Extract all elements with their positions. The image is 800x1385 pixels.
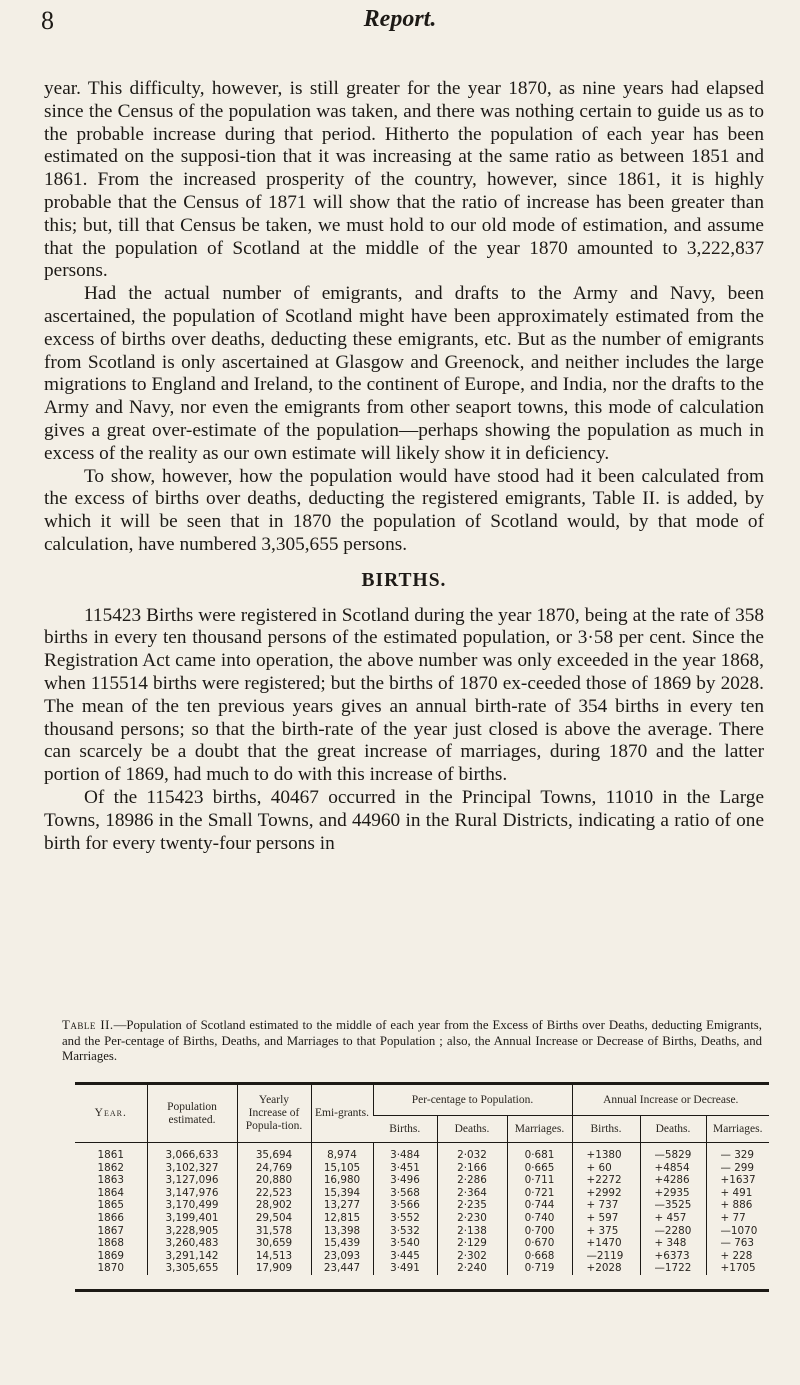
cell-increase: 29,504 bbox=[237, 1212, 311, 1225]
cell-ann-births: + 597 bbox=[572, 1212, 640, 1225]
cell-ann-births: +1380 bbox=[572, 1143, 640, 1162]
cell-year: 1868 bbox=[97, 1237, 124, 1250]
cell-population: 3,305,655 bbox=[147, 1262, 237, 1275]
cell-pct-marriages: 0·670 bbox=[507, 1237, 572, 1250]
cell-pct-deaths: 2·129 bbox=[437, 1237, 507, 1250]
cell-year: 1863 bbox=[97, 1174, 124, 1187]
cell-ann-deaths: +4854 bbox=[640, 1162, 706, 1175]
cell-pct-deaths: 2·032 bbox=[437, 1143, 507, 1162]
table-row bbox=[75, 1237, 769, 1250]
cell-pct-births: 3·552 bbox=[373, 1212, 437, 1225]
cell-pct-births: 3·445 bbox=[373, 1250, 437, 1263]
table-caption bbox=[62, 1018, 762, 1065]
cell-ann-deaths: —5829 bbox=[640, 1143, 706, 1162]
header-pct-marriages: Marriages. bbox=[507, 1116, 572, 1143]
cell-population: 3,260,483 bbox=[147, 1237, 237, 1250]
cell-ann-births: + 60 bbox=[572, 1162, 640, 1175]
cell-ann-deaths: +4286 bbox=[640, 1174, 706, 1187]
cell-ann-marriages: + 228 bbox=[706, 1250, 769, 1263]
section-heading: BIRTHS. bbox=[361, 569, 447, 591]
cell-increase: 24,769 bbox=[237, 1162, 311, 1175]
cell-year: 1862 bbox=[97, 1161, 124, 1174]
cell-pct-deaths: 2·240 bbox=[437, 1262, 507, 1275]
table-caption-text: —Population of Scotland estimated to the middle of each year from the Excess of Births over Deaths, deducting Emigrants, and the Per-centage of Births, Deaths, and Marriages to that Population ; also, the Annual Increase or Decrease of Births, Deaths, and Marriages. bbox=[62, 1018, 762, 1063]
running-title: Report. bbox=[363, 6, 437, 32]
cell-ann-marriages: — 329 bbox=[706, 1143, 769, 1162]
cell-pct-marriages: 0·681 bbox=[507, 1143, 572, 1162]
cell-population: 3,102,327 bbox=[147, 1162, 237, 1175]
cell-ann-deaths: +6373 bbox=[640, 1250, 706, 1263]
table-row bbox=[75, 1174, 769, 1187]
cell-year: 1869 bbox=[97, 1249, 124, 1262]
cell-ann-births: +2992 bbox=[572, 1187, 640, 1200]
cell-population: 3,127,096 bbox=[147, 1174, 237, 1187]
cell-emigrants: 13,398 bbox=[311, 1225, 373, 1238]
cell-ann-deaths: —1722 bbox=[640, 1262, 706, 1275]
paragraph: year. This difficulty, however, is still greater for the year 1870, as nine years had elapsed since the Census of the population was taken, and there was nothing certain to guide us as to the probable increase during that period. Hitherto the population of each year has been estimated on the supposi-tion that it was increasing at the same ratio as between 1851 and 1861. From the increased prosperity of the country, however, since 1861, it is highly probable that the Census of 1871 will show that the ratio of increase has been greater than this; but, till that Census be taken, we must hold to our old mode of estimation, and assume that the population of Scotland at the middle of the year 1870 amounted to 3,222,837 persons. bbox=[44, 78, 764, 282]
cell-pct-marriages: 0·668 bbox=[507, 1250, 572, 1263]
paragraph: Of the 115423 births, 40467 occurred in the Principal Towns, 11010 in the Large Towns, 18986 in the Small Towns, and 44960 in the Rural Districts, indicating a ratio of one birth for every twenty-four persons in bbox=[44, 786, 764, 854]
header-increase: Yearly Increase of Popula-tion. bbox=[237, 1085, 311, 1143]
table-row bbox=[75, 1250, 769, 1263]
cell-ann-marriages: + 491 bbox=[706, 1187, 769, 1200]
cell-pct-marriages: 0·744 bbox=[507, 1199, 572, 1212]
cell-year: 1867 bbox=[97, 1224, 124, 1237]
cell-population: 3,291,142 bbox=[147, 1250, 237, 1263]
population-table-frame bbox=[75, 1082, 769, 1292]
cell-pct-marriages: 0·721 bbox=[507, 1187, 572, 1200]
cell-pct-marriages: 0·700 bbox=[507, 1225, 572, 1238]
table-row bbox=[75, 1262, 769, 1275]
cell-population: 3,228,905 bbox=[147, 1225, 237, 1238]
header-annual-group: Annual Increase or Decrease. bbox=[572, 1085, 769, 1116]
cell-year: 1865 bbox=[97, 1199, 124, 1212]
cell-pct-births: 3·496 bbox=[373, 1174, 437, 1187]
header-percentage-group: Per-centage to Population. bbox=[373, 1085, 572, 1116]
header-year: Year. bbox=[94, 1107, 127, 1119]
cell-pct-births: 3·540 bbox=[373, 1237, 437, 1250]
cell-pct-deaths: 2·364 bbox=[437, 1187, 507, 1200]
header-pct-births: Births. bbox=[373, 1116, 437, 1143]
cell-emigrants: 15,439 bbox=[311, 1237, 373, 1250]
cell-increase: 31,578 bbox=[237, 1225, 311, 1238]
cell-pct-deaths: 2·286 bbox=[437, 1174, 507, 1187]
cell-emigrants: 15,105 bbox=[311, 1162, 373, 1175]
body-text bbox=[44, 78, 764, 855]
cell-ann-marriages: — 763 bbox=[706, 1237, 769, 1250]
cell-ann-deaths: + 457 bbox=[640, 1212, 706, 1225]
cell-pct-marriages: 0·719 bbox=[507, 1262, 572, 1275]
header-emigrants: Emi-grants. bbox=[311, 1085, 373, 1143]
table-body bbox=[75, 1143, 769, 1275]
paragraph: Had the actual number of emigrants, and drafts to the Army and Navy, been ascertained, the population of Scotland might have been approximately estimated from the excess of births over deaths, deducting these emigrants, etc. But as the number of emigrants from Scotland is only ascertained at Glasgow and Greenock, and neither includes the large migrations to England and Ireland, to the continent of Europe, and India, nor the drafts to the Army and Navy, nor even the emigrants from other seaport towns, this mode of calculation gives a great over-estimate of the population—perhaps showing the population as much in excess of the reality as our own estimate will likely show it in deficiency. bbox=[44, 283, 764, 464]
table-row bbox=[75, 1225, 769, 1238]
cell-ann-marriages: + 77 bbox=[706, 1212, 769, 1225]
cell-increase: 30,659 bbox=[237, 1237, 311, 1250]
cell-pct-deaths: 2·138 bbox=[437, 1225, 507, 1238]
cell-ann-marriages: + 886 bbox=[706, 1199, 769, 1212]
cell-emigrants: 23,093 bbox=[311, 1250, 373, 1263]
cell-emigrants: 23,447 bbox=[311, 1262, 373, 1275]
cell-ann-births: +2028 bbox=[572, 1262, 640, 1275]
header-population: Population estimated. bbox=[147, 1085, 237, 1143]
header-ann-deaths: Deaths. bbox=[640, 1116, 706, 1143]
cell-population: 3,147,976 bbox=[147, 1187, 237, 1200]
cell-pct-marriages: 0·665 bbox=[507, 1162, 572, 1175]
cell-pct-marriages: 0·711 bbox=[507, 1174, 572, 1187]
cell-ann-births: —2119 bbox=[572, 1250, 640, 1263]
population-table bbox=[75, 1085, 769, 1275]
cell-ann-births: + 375 bbox=[572, 1225, 640, 1238]
header-ann-births: Births. bbox=[572, 1116, 640, 1143]
cell-pct-births: 3·566 bbox=[373, 1199, 437, 1212]
cell-ann-births: +1470 bbox=[572, 1237, 640, 1250]
cell-pct-births: 3·532 bbox=[373, 1225, 437, 1238]
cell-increase: 28,902 bbox=[237, 1199, 311, 1212]
cell-increase: 14,513 bbox=[237, 1250, 311, 1263]
cell-ann-marriages: — 299 bbox=[706, 1162, 769, 1175]
cell-pct-deaths: 2·235 bbox=[437, 1199, 507, 1212]
cell-increase: 35,694 bbox=[237, 1143, 311, 1162]
cell-ann-marriages: —1070 bbox=[706, 1225, 769, 1238]
cell-population: 3,199,401 bbox=[147, 1212, 237, 1225]
cell-pct-births: 3·451 bbox=[373, 1162, 437, 1175]
header-ann-marriages: Marriages. bbox=[706, 1116, 769, 1143]
cell-pct-deaths: 2·302 bbox=[437, 1250, 507, 1263]
cell-increase: 17,909 bbox=[237, 1262, 311, 1275]
cell-increase: 22,523 bbox=[237, 1187, 311, 1200]
table-row bbox=[75, 1162, 769, 1175]
cell-year: 1864 bbox=[97, 1186, 124, 1199]
cell-ann-births: +2272 bbox=[572, 1174, 640, 1187]
cell-ann-deaths: + 348 bbox=[640, 1237, 706, 1250]
cell-emigrants: 13,277 bbox=[311, 1199, 373, 1212]
cell-emigrants: 8,974 bbox=[311, 1143, 373, 1162]
cell-year: 1870 bbox=[97, 1262, 124, 1275]
cell-year: 1861 bbox=[97, 1149, 124, 1161]
cell-pct-deaths: 2·230 bbox=[437, 1212, 507, 1225]
cell-pct-deaths: 2·166 bbox=[437, 1162, 507, 1175]
table-row bbox=[75, 1143, 769, 1162]
table-caption-label: Table II. bbox=[62, 1018, 114, 1032]
cell-population: 3,066,633 bbox=[147, 1143, 237, 1162]
page-number: 8 bbox=[41, 6, 54, 35]
paragraph: To show, however, how the population would have stood had it been calculated from the excess of births over deaths, deducting the registered emigrants, Table II. is added, by which it will be seen that in 1870 the population of Scotland would, by that mode of calculation, have numbered 3,305,655 persons. bbox=[44, 465, 764, 555]
cell-year: 1866 bbox=[97, 1211, 124, 1224]
cell-pct-births: 3·484 bbox=[373, 1143, 437, 1162]
cell-ann-marriages: +1705 bbox=[706, 1262, 769, 1275]
cell-pct-births: 3·491 bbox=[373, 1262, 437, 1275]
cell-emigrants: 12,815 bbox=[311, 1212, 373, 1225]
paragraph: 115423 Births were registered in Scotland during the year 1870, being at the rate of 358 births in every ten thousand persons of the estimated population, or 3·58 per cent. Since the Registration Act came into operation, the above number was only exceeded in the year 1868, when 115514 births were registered; but the births of 1870 ex-ceeded those of 1869 by 2028. The mean of the ten previous years gives an annual birth-rate of 354 births in every ten thousand persons; so that the birth-rate of the year just closed is above the average. There can scarcely be a doubt that the great increase of marriages, during 1870 and the latter portion of 1869, had much to do with this increase of births. bbox=[44, 604, 764, 786]
cell-pct-births: 3·568 bbox=[373, 1187, 437, 1200]
cell-pct-marriages: 0·740 bbox=[507, 1212, 572, 1225]
cell-emigrants: 16,980 bbox=[311, 1174, 373, 1187]
cell-emigrants: 15,394 bbox=[311, 1187, 373, 1200]
cell-ann-deaths: —2280 bbox=[640, 1225, 706, 1238]
table-row bbox=[75, 1187, 769, 1200]
cell-ann-marriages: +1637 bbox=[706, 1174, 769, 1187]
header-pct-deaths: Deaths. bbox=[437, 1116, 507, 1143]
table-row bbox=[75, 1212, 769, 1225]
cell-ann-births: + 737 bbox=[572, 1199, 640, 1212]
table-row bbox=[75, 1199, 769, 1212]
cell-ann-deaths: —3525 bbox=[640, 1199, 706, 1212]
cell-population: 3,170,499 bbox=[147, 1199, 237, 1212]
cell-increase: 20,880 bbox=[237, 1174, 311, 1187]
cell-ann-deaths: +2935 bbox=[640, 1187, 706, 1200]
